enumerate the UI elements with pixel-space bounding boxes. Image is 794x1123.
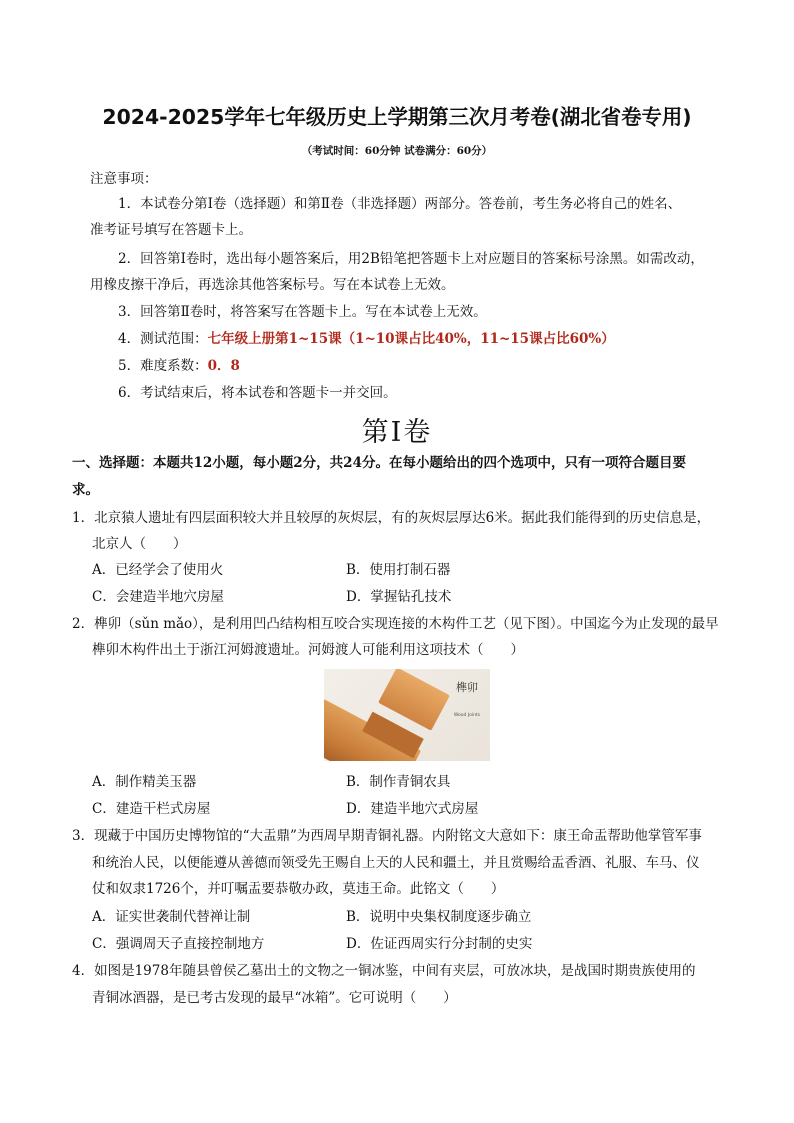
q3-option-c: C．强调周天子直接控制地方 bbox=[92, 936, 265, 952]
question-2-cont: 榫卯木构件出土于浙江河姆渡遗址。河姆渡人可能利用这项技术（ ） bbox=[92, 642, 524, 658]
note-1-cont: 准考证号填写在答题卡上。 bbox=[90, 222, 252, 238]
q1-option-d: D．掌握钻孔技术 bbox=[346, 589, 452, 605]
question-3-cont-1: 和统治人民，以便能遵从善德而领受先王赐自上天的人民和疆土，并且赏赐给盂香酒、礼服、车马、仪 bbox=[92, 855, 700, 871]
q1-option-a: A．已经学会了使用火 bbox=[92, 562, 224, 578]
notes-heading: 注意事项： bbox=[90, 171, 158, 187]
note-3: 3．回答第Ⅱ卷时，将答案写在答题卡上。写在本试卷上无效。 bbox=[118, 304, 487, 320]
note-5-prefix: 5．难度系数： bbox=[118, 358, 208, 374]
note-4 bbox=[118, 330, 615, 348]
volume-title: 第Ⅰ卷 bbox=[361, 417, 433, 448]
difficulty-value: 0．8 bbox=[207, 358, 240, 374]
q1-option-b: B．使用打制石器 bbox=[346, 562, 451, 578]
q2-option-d: D．建造半地穴式房屋 bbox=[346, 801, 479, 817]
page-title: 2024-2025学年七年级历史上学期第三次月考卷(湖北省卷专用) bbox=[102, 105, 692, 129]
q3-option-b: B．说明中央集权制度逐步确立 bbox=[346, 909, 532, 925]
note-1: 1．本试卷分第Ⅰ卷（选择题）和第Ⅱ卷（非选择题）两部分。答卷前，考生务必将自己的姓名、 bbox=[118, 196, 682, 212]
exam-info: （考试时间：60分钟 试卷满分：60分） bbox=[301, 145, 493, 157]
q1-option-c: C．会建造半地穴房屋 bbox=[92, 589, 224, 605]
note-2-cont: 用橡皮擦干净后，再选涂其他答案标号。写在本试卷上无效。 bbox=[90, 277, 455, 293]
test-scope: 七年级上册第1~15课（1~10课占比40%，11~15课占比60%） bbox=[207, 331, 615, 347]
question-3: 3．现藏于中国历史博物馆的“大盂鼎”为西周早期青铜礼器。内附铭文大意如下：康王命盂帮助他掌管军事 bbox=[72, 828, 702, 844]
note-6: 6．考试结束后，将本试卷和答题卡一并交回。 bbox=[118, 385, 397, 401]
section-heading-cont: 求。 bbox=[72, 482, 99, 498]
q3-option-d: D．佐证西周实行分封制的史实 bbox=[346, 936, 533, 952]
q2-option-b: B．制作青铜农具 bbox=[346, 774, 451, 790]
question-4-cont: 青铜冰酒器，是已考古发现的最早“冰箱”。它可说明（ ） bbox=[92, 990, 457, 1006]
note-4-prefix: 4．测试范围： bbox=[118, 331, 208, 347]
section-heading: 一、选择题：本题共12小题，每小题2分，共24分。在每小题给出的四个选项中，只有一项符合题目要 bbox=[72, 455, 686, 471]
question-2: 2．榫卯（sǔn mǎo），是利用凹凸结构相互咬合实现连接的木构件工艺（见下图）。中国迄今为止发现的最早 bbox=[72, 616, 719, 632]
question-4: 4．如图是1978年随县曾侯乙墓出土的文物之一铜冰鉴，中间有夹层，可放冰块，是战国时期贵族使用的 bbox=[72, 963, 696, 979]
q3-option-a: A．证实世袭制代替禅让制 bbox=[92, 909, 251, 925]
image-caption: 榫卯 bbox=[456, 681, 478, 694]
question-1: 1．北京猿人遗址有四层面积较大并且较厚的灰烬层，有的灰烬层厚达6米。据此我们能得到的历史信息是， bbox=[72, 510, 711, 526]
question-1-cont: 北京人（ ） bbox=[92, 536, 187, 552]
image-caption-en: Wood Joints bbox=[453, 713, 481, 718]
mortise-tenon-image bbox=[324, 669, 490, 761]
q2-option-a: A．制作精美玉器 bbox=[92, 774, 197, 790]
question-3-cont-2: 仗和奴隶1726个，并叮嘱盂要恭敬办政，莫违王命。此铭文（ ） bbox=[92, 881, 505, 897]
q2-option-c: C．建造干栏式房屋 bbox=[92, 801, 211, 817]
note-2: 2．回答第Ⅰ卷时，选出每小题答案后，用2B铅笔把答题卡上对应题目的答案标号涂黑。如需改动， bbox=[118, 251, 704, 267]
note-5 bbox=[118, 357, 240, 375]
